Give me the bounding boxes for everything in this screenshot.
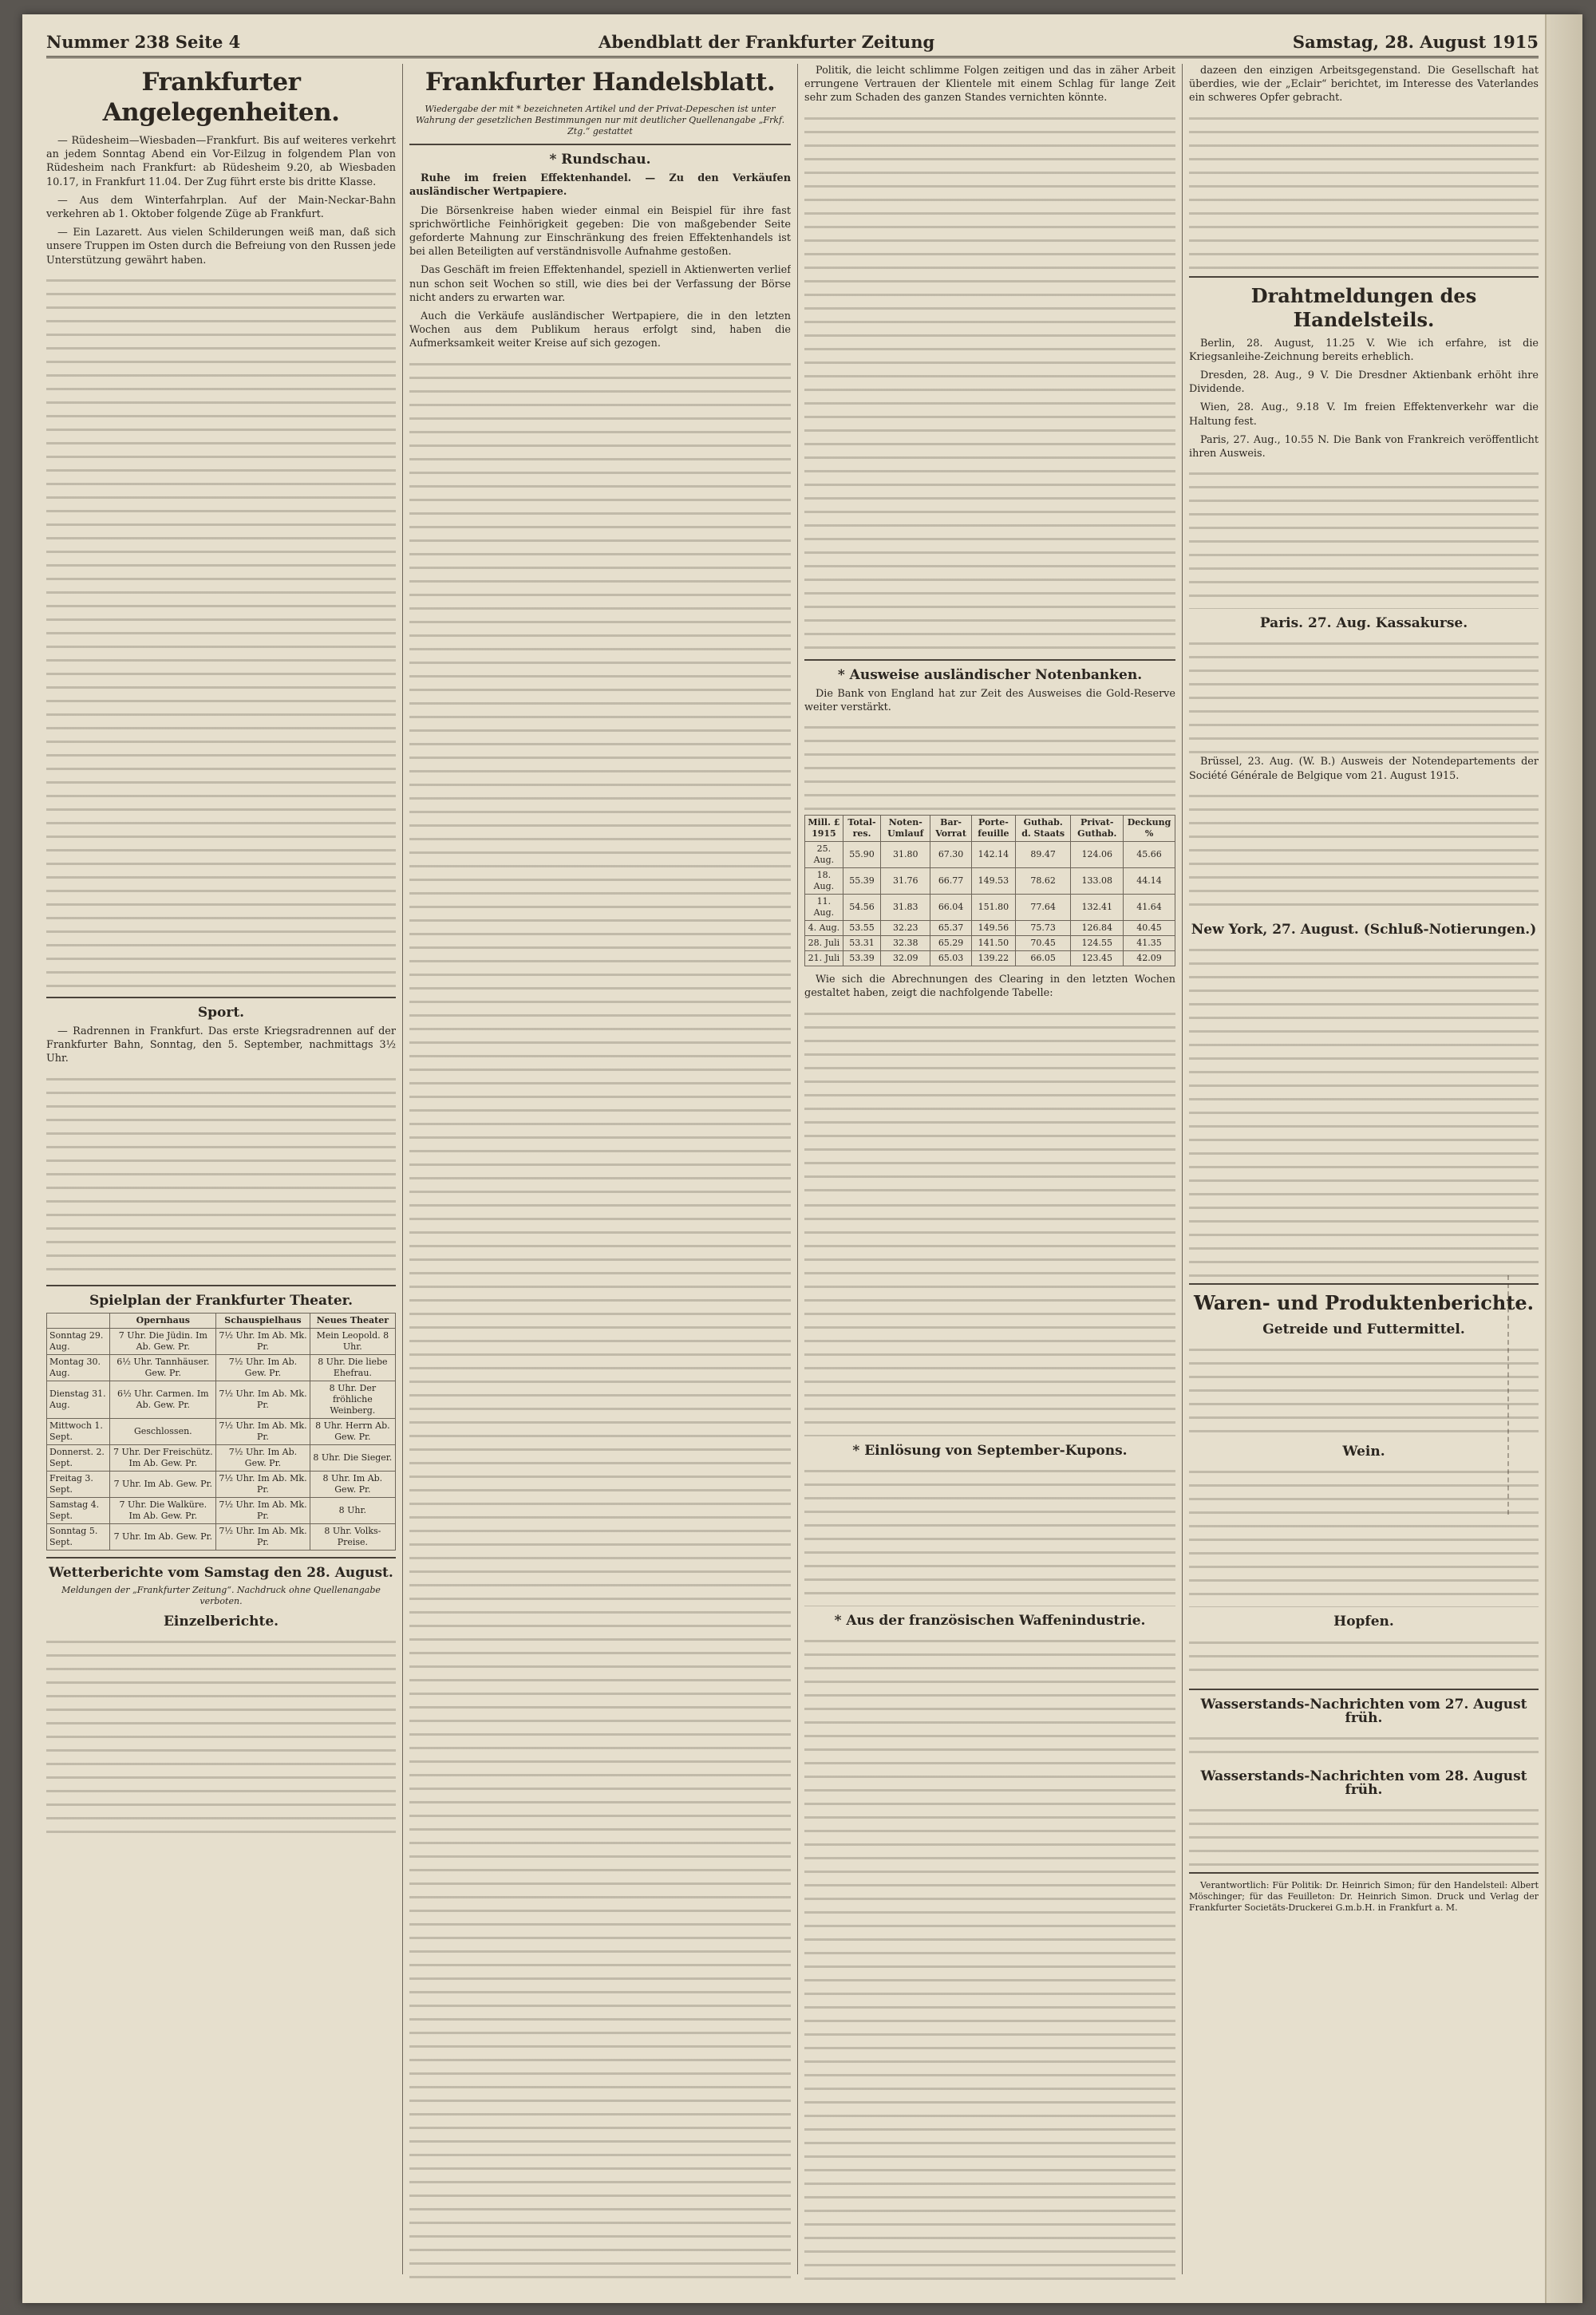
bank-cell: 151.80: [971, 895, 1015, 921]
bank-header-cell: Mill. £ 1915: [805, 816, 843, 842]
theatre-cell: 8 Uhr. Die liebe Ehefrau.: [310, 1354, 395, 1381]
getreide-title: Getreide und Futtermittel.: [1262, 1321, 1465, 1338]
theatre-cell: Mein Leopold. 8 Uhr.: [310, 1328, 395, 1354]
article-paragraph: Die Bank von England hat zur Zeit des Ausweises die Gold-Reserve weiter verstärkt.: [804, 687, 1175, 714]
theatre-cell: 7½ Uhr. Im Ab. Gew. Pr.: [216, 1354, 310, 1381]
bank-row: [805, 921, 1175, 936]
bank-cell: 11. Aug.: [805, 895, 843, 921]
theatre-row: [47, 1497, 396, 1523]
text-block: [1189, 1634, 1539, 1682]
theatre-cell: 6½ Uhr. Tannhäuser. Gew. Pr.: [110, 1354, 216, 1381]
text-block: [46, 1634, 396, 1841]
article-paragraph: dazeen den einzigen Arbeitsgegenstand. Die Gesellschaft hat überdies, wie der „Eclair“ berichtet, im Interesse des Vaterlandes ein schweres Opfer gebracht.: [1189, 65, 1539, 105]
theatre-cell: 7 Uhr. Die Walküre. Im Ab. Gew. Pr.: [110, 1497, 216, 1523]
hopfen-title: Hopfen.: [1333, 1614, 1394, 1630]
drahtmeldungen-title: Drahtmeldungen des Handelsteils.: [1250, 283, 1477, 331]
theatre-cell: 8 Uhr. Der fröhliche Weinberg.: [310, 1381, 395, 1418]
bank-cell: 139.22: [971, 951, 1015, 966]
theatre-cell: 7 Uhr. Im Ab. Gew. Pr.: [110, 1471, 216, 1497]
new-york-title: New York, 27. August. (Schluß-Notierungen.): [1191, 921, 1537, 938]
text-block: [46, 272, 396, 990]
table-header: Neues Theater: [310, 1313, 395, 1328]
newspaper-page: [22, 14, 1582, 2303]
theatre-row: [47, 1444, 396, 1471]
column-continuation: [804, 64, 1175, 2282]
bank-table-body: [805, 842, 1175, 966]
divider: [1189, 1872, 1539, 1874]
lead-paragraph: Ruhe im freien Effektenhandel. — Zu den Verkäufen ausländischer Wertpapiere.: [409, 172, 791, 199]
bank-cell: 149.53: [971, 868, 1015, 895]
theatre-row: [47, 1471, 396, 1497]
theatre-title: Spielplan der Frankfurter Theater.: [89, 1292, 353, 1309]
divider: [46, 1285, 396, 1286]
bank-cell: 142.14: [971, 842, 1015, 868]
theatre-cell: Samstag 4. Sept.: [47, 1497, 110, 1523]
text-block: [1189, 465, 1539, 609]
telegram-item: Dresden, 28. Aug., 9 V. Die Dresdner Aktienbank erhöht ihre Dividende.: [1189, 369, 1539, 396]
text-block: [1189, 1730, 1539, 1762]
bank-cell: 40.45: [1124, 921, 1175, 936]
rundschau-title: * Rundschau.: [549, 152, 651, 168]
bank-cell: 89.47: [1015, 842, 1070, 868]
bank-table: [804, 815, 1175, 966]
divider: [1189, 1283, 1539, 1285]
bank-cell: 65.37: [930, 921, 972, 936]
sport-title: Sport.: [197, 1004, 245, 1021]
article-paragraph: — Ein Lazarett. Aus vielen Schilderungen weiß man, daß sich unsere Truppen im Osten durch die Befreiung von den Russen jede Unterstützung gewährt haben.: [46, 227, 396, 267]
theatre-cell: Donnerst. 2. Sept.: [47, 1444, 110, 1471]
bank-header-cell: Guthab. d. Staats: [1015, 816, 1070, 842]
page-edge: [1545, 14, 1582, 2303]
bank-cell: 45.66: [1124, 842, 1175, 868]
bank-cell: 124.55: [1071, 936, 1124, 951]
clearing-table: [804, 1005, 1175, 1197]
text-block: [804, 1463, 1175, 1606]
section-title: Frankfurter Angelegenheiten.: [102, 68, 340, 127]
divider: [1189, 1689, 1539, 1690]
bank-row: [805, 868, 1175, 895]
bank-cell: 132.41: [1071, 895, 1124, 921]
bank-cell: 32.38: [881, 936, 930, 951]
bank-row: [805, 895, 1175, 921]
bank-cell: 67.30: [930, 842, 972, 868]
theatre-cell: 7½ Uhr. Im Ab. Mk. Pr.: [216, 1471, 310, 1497]
text-block: [1189, 1341, 1539, 1437]
bank-cell: 66.77: [930, 868, 972, 895]
notenbanken-title: * Ausweise ausländischer Notenbanken.: [837, 666, 1143, 683]
bank-table-header-row: [805, 816, 1175, 842]
telegram-item: Wien, 28. Aug., 9.18 V. Im freien Effektenverkehr war die Haltung fest.: [1189, 401, 1539, 428]
bank-cell: 75.73: [1015, 921, 1070, 936]
theatre-cell: 7½ Uhr. Im Ab. Mk. Pr.: [216, 1418, 310, 1444]
waren-title: Waren- und Produktenberichte.: [1193, 1291, 1535, 1315]
theatre-table-body: [47, 1328, 396, 1550]
bank-cell: 53.55: [843, 921, 880, 936]
theatre-cell: Sonntag 5. Sept.: [47, 1523, 110, 1550]
theatre-cell: 7½ Uhr. Im Ab. Mk. Pr.: [216, 1523, 310, 1550]
theatre-cell: 8 Uhr. Volks-Preise.: [310, 1523, 395, 1550]
column-frankfurter-angelegenheiten: [46, 64, 396, 2282]
theatre-row: [47, 1418, 396, 1444]
theatre-cell: Freitag 3. Sept.: [47, 1471, 110, 1497]
bank-cell: 126.84: [1071, 921, 1124, 936]
bank-cell: 41.64: [1124, 895, 1175, 921]
theatre-cell: 7½ Uhr. Im Ab. Mk. Pr.: [216, 1497, 310, 1523]
kupons-title: * Einlösung von September-Kupons.: [852, 1442, 1128, 1459]
theatre-cell: Montag 30. Aug.: [47, 1354, 110, 1381]
text-block: [1189, 1464, 1539, 1607]
theatre-cell: 6½ Uhr. Carmen. Im Ab. Gew. Pr.: [110, 1381, 216, 1418]
fold-mark: [1507, 1275, 1541, 1515]
bank-cell: 65.29: [930, 936, 972, 951]
article-paragraph: Die Börsenkreise haben wieder einmal ein Beispiel für ihre fast sprichwörtliche Feinhörigkeit gegeben: Die von maßgebender Seite geforderte Mahnung zur Einschränkung des freien Effektenhandels ist bei allen Beteiligten auf verständnisvolle Aufnahme gestoßen.: [409, 204, 791, 259]
theatre-table: [46, 1313, 396, 1551]
column-rule: [797, 64, 798, 2274]
column-handelsblatt: [409, 64, 791, 2282]
text-block: [804, 719, 1175, 815]
article-paragraph: Politik, die leicht schlimme Folgen zeitigen und das in zäher Arbeit errungene Vertrauen der Klientele mit einem Schlag für lange Zeit sehr zum Schaden des ganzen Standes vernichten könnte.: [804, 65, 1175, 105]
article-paragraph: — Rüdesheim—Wiesbaden—Frankfurt. Bis auf weiteres verkehrt an jedem Sonntag Abend ein Vor-Eilzug in folgendem Plan von Rüdesheim nach Frankfurt: ab Rüdesheim 9.20, ab Wiesbaden 10.17, in Frankfurt 11.04. Der Zug führt erste bis dritte Klasse.: [46, 135, 396, 188]
masthead: [46, 27, 1539, 58]
bank-cell: 141.50: [971, 936, 1015, 951]
text-block: [46, 1071, 396, 1278]
bank-row: [805, 936, 1175, 951]
bank-cell: 123.45: [1071, 951, 1124, 966]
bank-cell: 54.56: [843, 895, 880, 921]
bank-header-cell: Deckung %: [1124, 816, 1175, 842]
text-block: [804, 1197, 1175, 1436]
bank-cell: 133.08: [1071, 868, 1124, 895]
wasserstand-title-2: Wasserstands-Nachrichten vom 28. August früh.: [1200, 1768, 1527, 1799]
paris-table: [1189, 635, 1539, 755]
bank-row: [805, 842, 1175, 868]
theatre-cell: 7 Uhr. Im Ab. Gew. Pr.: [110, 1523, 216, 1550]
bank-header-cell: Bar-Vorrat: [930, 816, 972, 842]
bank-cell: 31.76: [881, 868, 930, 895]
text-block: [804, 110, 1175, 653]
brussels-paragraph: Brüssel, 23. Aug. (W. B.) Ausweis der Notendepartements der Société Générale de Belgique vom 21. August 1915.: [1189, 756, 1539, 782]
text-block: [1189, 110, 1539, 270]
theatre-cell: 7 Uhr. Der Freischütz. Im Ab. Gew. Pr.: [110, 1444, 216, 1471]
wasserstand-title: Wasserstands-Nachrichten vom 27. August früh.: [1200, 1696, 1527, 1726]
issue-number: Nummer 238 Seite 4: [46, 31, 241, 52]
brussels-table: [1189, 788, 1539, 915]
sport-paragraph: — Radrennen in Frankfurt. Das erste Kriegsradrennen auf der Frankfurter Bahn, Sonntag, den 5. September, nachmittags 3½ Uhr.: [46, 1025, 396, 1065]
theatre-cell: Sonntag 29. Aug.: [47, 1328, 110, 1354]
table-header: [47, 1313, 110, 1328]
bank-row: [805, 951, 1175, 966]
bank-cell: 18. Aug.: [805, 868, 843, 895]
bank-cell: 149.56: [971, 921, 1015, 936]
bank-header-cell: Noten-Umlauf: [881, 816, 930, 842]
article-paragraph: — Aus dem Winterfahrplan. Auf der Main-Neckar-Bahn verkehren ab 1. Oktober folgende Züge ab Frankfurt.: [46, 194, 396, 221]
bank-cell: 55.39: [843, 868, 880, 895]
waffen-title: * Aus der französischen Waffenindustrie.: [834, 1612, 1146, 1629]
table-header: Schauspielhaus: [216, 1313, 310, 1328]
divider: [804, 659, 1175, 661]
theatre-cell: 7½ Uhr. Im Ab. Mk. Pr.: [216, 1381, 310, 1418]
weather-subtitle: Einzelberichte.: [163, 1614, 279, 1630]
bank-cell: 66.04: [930, 895, 972, 921]
column-rule: [402, 64, 403, 2274]
text-block: [1189, 1802, 1539, 1866]
section-title: Frankfurter Handelsblatt.: [425, 68, 776, 97]
bank-cell: 25. Aug.: [805, 842, 843, 868]
bank-cell: 4. Aug.: [805, 921, 843, 936]
theatre-cell: 8 Uhr.: [310, 1497, 395, 1523]
issue-date: Samstag, 28. August 1915: [1292, 31, 1539, 52]
bank-cell: 70.45: [1015, 936, 1070, 951]
bank-cell: 31.80: [881, 842, 930, 868]
theatre-row: [47, 1354, 396, 1381]
divider: [409, 144, 791, 145]
theatre-row: [47, 1328, 396, 1354]
weather-title: Wetterberichte vom Samstag den 28. August.: [49, 1564, 393, 1581]
theatre-cell: 7½ Uhr. Im Ab. Mk. Pr.: [216, 1328, 310, 1354]
wein-title: Wein.: [1342, 1444, 1385, 1460]
copyright-note: Wiedergabe der mit * bezeichneten Artikel und der Privat-Depeschen ist unter Wahrung der gesetzlichen Bestimmungen nur mit deutlicher Quellenangabe „Frkf. Ztg.“ gestattet: [415, 104, 785, 136]
bank-cell: 42.09: [1124, 951, 1175, 966]
imprint: Verantwortlich: Für Politik: Dr. Heinrich Simon; für den Handelsteil: Albert Möschinger; für das Feuilleton: Dr. Heinrich Simon. Druck und Verlag der Frankfurter Societäts-Druckerei G.m.b.H. in Frankfurt a. M.: [1189, 1880, 1539, 1914]
text-block: [804, 1633, 1175, 2282]
bank-cell: 124.06: [1071, 842, 1124, 868]
article-paragraph: Das Geschäft im freien Effektenhandel, speziell in Aktienwerten verlief nun schon seit Wochen so still, wie dies bei der Verfassung der Börse nicht anders zu erwarten war.: [409, 264, 791, 304]
bank-cell: 32.23: [881, 921, 930, 936]
bank-cell: 41.35: [1124, 936, 1175, 951]
theatre-cell: 8 Uhr. Die Sieger.: [310, 1444, 395, 1471]
article-paragraph: Auch die Verkäufe ausländischer Wertpapiere, die in den letzten Wochen aus dem Publikum heraus erfolgt sind, haben die Aufmerksamkeit weiter Kreise auf sich gezogen.: [409, 310, 791, 350]
bank-cell: 44.14: [1124, 868, 1175, 895]
bank-cell: 53.31: [843, 936, 880, 951]
bank-header-cell: Privat-Guthab.: [1071, 816, 1124, 842]
clearing-paragraph: Wie sich die Abrechnungen des Clearing in den letzten Wochen gestaltet haben, zeigt die nachfolgende Tabelle:: [804, 974, 1175, 1000]
bank-cell: 65.03: [930, 951, 972, 966]
column-rule: [1182, 64, 1183, 2274]
bank-header-cell: Total-res.: [843, 816, 880, 842]
bank-cell: 28. Juli: [805, 936, 843, 951]
bank-header-cell: Porte-feuille: [971, 816, 1015, 842]
bank-cell: 53.39: [843, 951, 880, 966]
bank-cell: 66.05: [1015, 951, 1070, 966]
column-drahtmeldungen: [1189, 64, 1539, 2282]
telegram-item: Paris, 27. Aug., 10.55 N. Die Bank von Frankreich veröffentlicht ihren Ausweis.: [1189, 433, 1539, 460]
bank-cell: 55.90: [843, 842, 880, 868]
divider: [46, 1557, 396, 1558]
bank-cell: 31.83: [881, 895, 930, 921]
divider: [46, 997, 396, 998]
theatre-cell: 8 Uhr. Im Ab. Gew. Pr.: [310, 1471, 395, 1497]
theatre-cell: 7½ Uhr. Im Ab. Gew. Pr.: [216, 1444, 310, 1471]
newspaper-title: Abendblatt der Frankfurter Zeitung: [598, 31, 935, 52]
text-block: [409, 356, 791, 2282]
theatre-cell: Mittwoch 1. Sept.: [47, 1418, 110, 1444]
bank-cell: 77.64: [1015, 895, 1070, 921]
new-york-table: [1189, 942, 1539, 1277]
table-header: Opernhaus: [110, 1313, 216, 1328]
theatre-row: [47, 1381, 396, 1418]
bank-cell: 78.62: [1015, 868, 1070, 895]
paris-kurse-title: Paris. 27. Aug. Kassakurse.: [1259, 615, 1468, 632]
divider: [1189, 276, 1539, 278]
weather-note: Meldungen der „Frankfurter Zeitung“. Nachdruck ohne Quellenangabe verboten.: [61, 1585, 381, 1607]
theatre-cell: Dienstag 31. Aug.: [47, 1381, 110, 1418]
telegram-item: Berlin, 28. August, 11.25 V. Wie ich erfahre, ist die Kriegsanleihe-Zeichnung bereits erheblich.: [1189, 337, 1539, 363]
theatre-row: [47, 1523, 396, 1550]
theatre-cell: Geschlossen.: [110, 1418, 216, 1444]
bank-cell: 21. Juli: [805, 951, 843, 966]
theatre-cell: 7 Uhr. Die Jüdin. Im Ab. Gew. Pr.: [110, 1328, 216, 1354]
theatre-cell: 8 Uhr. Herrn Ab. Gew. Pr.: [310, 1418, 395, 1444]
bank-cell: 32.09: [881, 951, 930, 966]
